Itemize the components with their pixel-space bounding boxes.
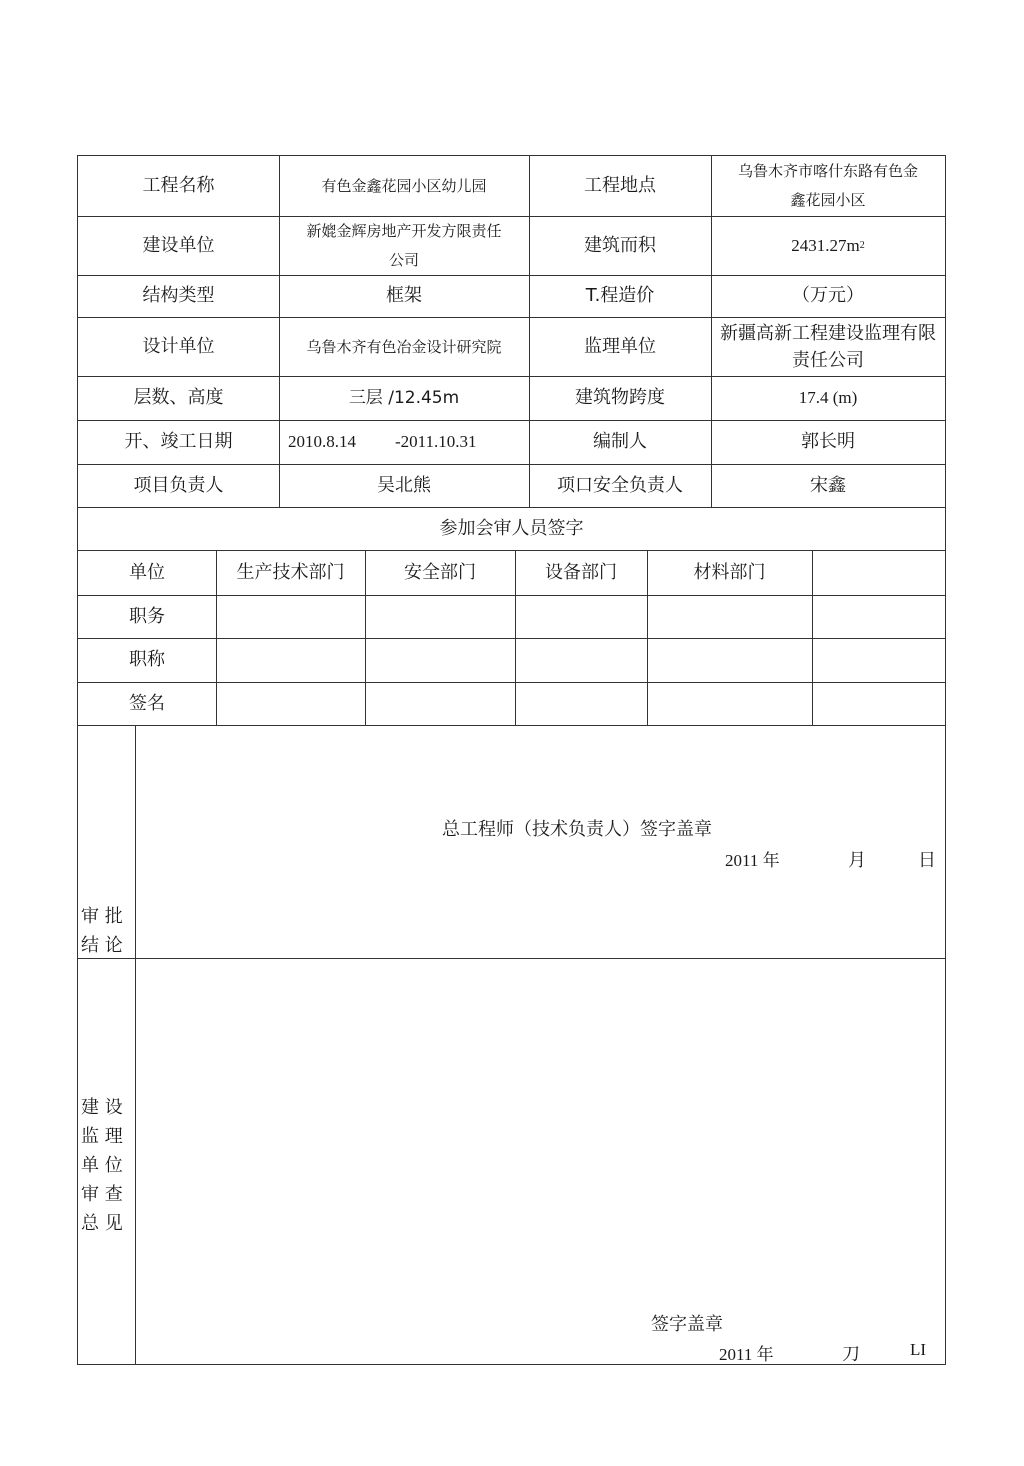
approval-side-label xyxy=(81,902,123,960)
review-form-table xyxy=(77,155,946,1365)
compiler-value: 郭长明 xyxy=(801,431,855,452)
area-unit-superscript: 2 xyxy=(859,239,865,251)
signature-section-title: 参加会审人员签字 xyxy=(439,517,584,539)
safety-manager-value: 宋鑫 xyxy=(810,474,846,496)
project-location-label: 工程地点 xyxy=(584,175,656,196)
compiler-label: 编制人 xyxy=(593,431,647,452)
floors-height-label: 层数、高度 xyxy=(133,387,224,408)
row-divider xyxy=(78,725,945,726)
building-span-label: 建筑物跨度 xyxy=(575,387,665,408)
designer-value: 乌鲁木齐有色冶金设计研究院 xyxy=(306,337,502,356)
safety-manager-label: 项口安全负责人 xyxy=(557,474,683,496)
dates-label: 开、竣工日期 xyxy=(124,431,233,452)
supervision-side-line3: 单 位 xyxy=(81,1155,123,1176)
supervisor-label: 监理单位 xyxy=(584,335,656,357)
approval-month: 月 xyxy=(848,850,866,871)
project-manager-value: 吴北熊 xyxy=(377,474,431,496)
approval-side-line2: 结 论 xyxy=(81,935,123,956)
project-cost-label: T.程造价 xyxy=(585,285,655,306)
project-location-value xyxy=(711,156,945,216)
supervision-side-line4: 审 查 xyxy=(81,1184,123,1205)
row-divider xyxy=(78,958,945,959)
builder-line2: 公司 xyxy=(388,250,419,269)
project-manager-label: 项目负责人 xyxy=(133,474,224,496)
designer-label: 设计单位 xyxy=(142,335,215,357)
supervision-side-label xyxy=(81,1093,123,1238)
column-divider xyxy=(135,725,136,1364)
supervision-year: 2011 年 xyxy=(719,1345,774,1364)
signature-row-label: 签名 xyxy=(129,692,165,714)
builder-value xyxy=(279,216,529,275)
approval-day: 日 xyxy=(918,850,936,871)
dept-blank-header xyxy=(812,550,945,595)
supervision-side-line2: 监 理 xyxy=(81,1126,123,1147)
structure-type-label: 结构类型 xyxy=(142,285,215,306)
structure-type-value: 框架 xyxy=(386,285,422,306)
supervision-day: LI xyxy=(910,1340,927,1359)
dept-material-header: 材料部门 xyxy=(693,561,766,583)
supervision-side-line1: 建 设 xyxy=(81,1097,123,1118)
unit-column-header: 单位 xyxy=(129,561,165,583)
project-location-line1: 乌鲁木齐市喀什东路有色金 xyxy=(737,162,918,180)
end-date: -2011.10.31 xyxy=(395,432,477,451)
dept-safety-header: 安全部门 xyxy=(404,561,476,583)
supervisor-line1: 新疆高新工程建设监理有限 xyxy=(720,322,936,344)
supervisor-line2: 责任公司 xyxy=(792,349,864,371)
supervision-side-line5: 总 见 xyxy=(81,1213,123,1234)
builder-line1: 新媲金辉房地产开发方限责任 xyxy=(306,221,502,240)
title-row-label: 职称 xyxy=(129,649,165,670)
start-date: 2010.8.14 xyxy=(288,432,356,451)
building-area-value xyxy=(711,216,945,275)
project-name-label: 工程名称 xyxy=(142,175,215,196)
building-span-value: 17.4 (m) xyxy=(798,388,858,407)
approval-year: 2011 年 xyxy=(725,851,780,870)
area-number: 2431.27m xyxy=(791,235,860,255)
building-area-label: 建筑而积 xyxy=(584,234,656,256)
chief-engineer-sign-label: 总工程师（技术负责人）签字盖章 xyxy=(442,819,712,840)
supervision-sign-label: 签字盖章 xyxy=(651,1314,723,1335)
project-cost-value: （万元） xyxy=(792,285,864,306)
builder-label: 建设单位 xyxy=(142,234,215,256)
supervisor-value xyxy=(711,317,945,376)
dept-tech-header: 生产技术部门 xyxy=(236,561,345,583)
supervision-month: 刀 xyxy=(842,1344,860,1365)
project-name-value: 有色金鑫花园小区幼儿园 xyxy=(321,177,487,195)
project-location-line2: 鑫花园小区 xyxy=(790,191,866,209)
approval-side-line1: 审 批 xyxy=(81,906,123,927)
position-row-label: 职务 xyxy=(129,605,165,627)
floors-height-value: 三层 /12.45m xyxy=(348,388,460,408)
dept-equipment-header: 设备部门 xyxy=(545,561,617,583)
